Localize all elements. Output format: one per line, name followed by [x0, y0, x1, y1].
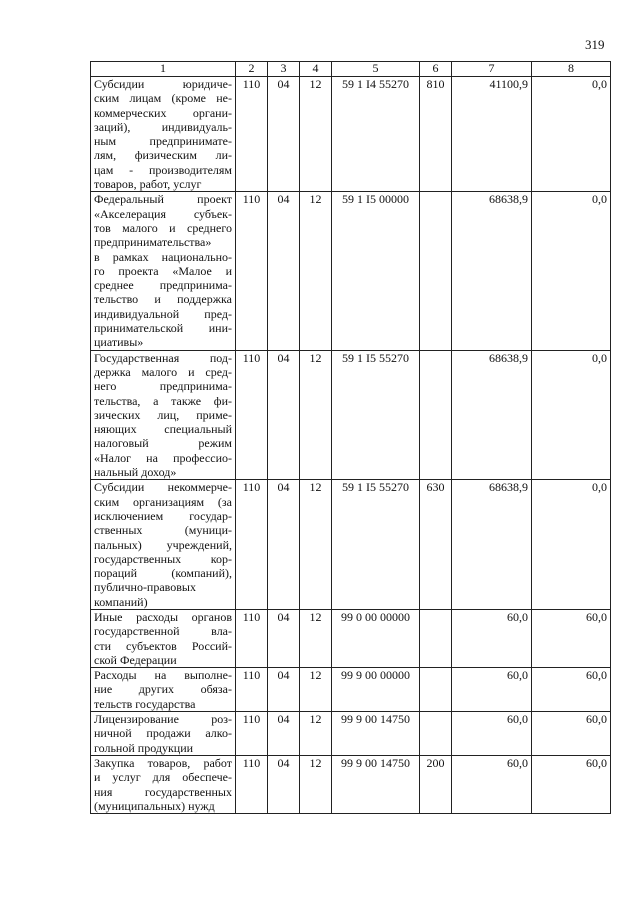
- item-name-line: лям, физическим ли-: [94, 148, 232, 163]
- column-header: 5: [332, 62, 420, 77]
- cell-expense-type: 630: [420, 480, 452, 610]
- item-name-line: Федеральный проект: [94, 192, 232, 207]
- item-name-line: него предпринима-: [94, 379, 232, 394]
- cell-amount-1: 68638,9: [452, 480, 532, 610]
- cell-section: 110: [236, 77, 268, 192]
- cell-expense-type: 810: [420, 77, 452, 192]
- item-name-line: Иные расходы органов: [94, 609, 232, 624]
- cell-amount-2: 0,0: [532, 350, 611, 480]
- item-name-line: Лицензирование роз-: [94, 712, 232, 727]
- item-name-line: коммерческих органи-: [94, 105, 232, 120]
- item-name-line: тельство и поддержка: [94, 292, 232, 307]
- cell-item-name: [91, 77, 236, 192]
- cell-amount-2: 60,0: [532, 609, 611, 667]
- item-name-line: ние других обяза-: [94, 682, 232, 697]
- item-name-line: «Акселерация субъек-: [94, 206, 232, 221]
- cell-item-name: [91, 755, 236, 813]
- cell-amount-1: 60,0: [452, 755, 532, 813]
- table-body: [91, 77, 611, 814]
- table-row: [91, 755, 611, 813]
- item-name-line: принимательской ини-: [94, 321, 232, 336]
- table-row: [91, 609, 611, 667]
- cell-target-code: 59 1 I5 55270: [332, 480, 420, 610]
- cell-item-name: [91, 668, 236, 712]
- item-name-line: тельств государства: [94, 696, 196, 711]
- cell-subsection-2: 12: [300, 77, 332, 192]
- item-name-line: тельства, а также фи-: [94, 393, 232, 408]
- cell-target-code: 59 1 I5 00000: [332, 192, 420, 350]
- cell-subsection: 04: [268, 755, 300, 813]
- cell-subsection-2: 12: [300, 609, 332, 667]
- cell-expense-type: [420, 350, 452, 480]
- item-name-line: и услуг для обеспече-: [94, 770, 232, 785]
- cell-target-code: 99 0 00 00000: [332, 609, 420, 667]
- table-row: [91, 668, 611, 712]
- item-name-line: (муниципальных) нужд: [94, 798, 215, 813]
- table-row: [91, 712, 611, 756]
- cell-amount-1: 68638,9: [452, 192, 532, 350]
- cell-amount-1: 60,0: [452, 712, 532, 756]
- cell-expense-type: [420, 192, 452, 350]
- cell-subsection: 04: [268, 480, 300, 610]
- item-name-line: ственных (муници-: [94, 523, 232, 538]
- cell-item-name: [91, 480, 236, 610]
- budget-table: [90, 61, 611, 814]
- item-name-line: ния государственных: [94, 784, 232, 799]
- item-name-line: публично-правовых: [94, 580, 196, 595]
- cell-section: 110: [236, 609, 268, 667]
- cell-subsection: 04: [268, 192, 300, 350]
- item-name-line: государственной вла-: [94, 624, 232, 639]
- item-name-line: Субсидии некоммерче-: [94, 480, 232, 495]
- cell-section: 110: [236, 480, 268, 610]
- item-name-line: ским лицам (кроме не-: [94, 91, 232, 106]
- item-name-line: в рамках национально-: [94, 249, 232, 264]
- cell-subsection-2: 12: [300, 668, 332, 712]
- cell-expense-type: [420, 668, 452, 712]
- cell-subsection: 04: [268, 712, 300, 756]
- cell-amount-1: 60,0: [452, 609, 532, 667]
- cell-subsection-2: 12: [300, 192, 332, 350]
- item-name-line: тов малого и среднего: [94, 220, 232, 235]
- column-header: 4: [300, 62, 332, 77]
- cell-expense-type: 200: [420, 755, 452, 813]
- item-name-line: Закупка товаров, работ: [94, 755, 232, 770]
- table-row: [91, 192, 611, 350]
- item-name-line: Расходы на выполне-: [94, 668, 232, 683]
- cell-section: 110: [236, 350, 268, 480]
- table-row: [91, 480, 611, 610]
- item-name-line: го проекта «Малое и: [94, 263, 232, 278]
- cell-target-code: 99 9 00 14750: [332, 712, 420, 756]
- cell-amount-1: 68638,9: [452, 350, 532, 480]
- cell-subsection-2: 12: [300, 480, 332, 610]
- item-name-line: товаров, работ, услуг: [94, 177, 202, 192]
- item-name-line: няющих специальный: [94, 422, 232, 437]
- item-name-line: исключением государ-: [94, 508, 232, 523]
- cell-amount-2: 60,0: [532, 712, 611, 756]
- cell-item-name: [91, 609, 236, 667]
- cell-item-name: [91, 350, 236, 480]
- item-name-line: зических лиц, приме-: [94, 407, 232, 422]
- item-name-line: пальных) учреждений,: [94, 537, 232, 552]
- cell-section: 110: [236, 755, 268, 813]
- item-name-line: гольной продукции: [94, 740, 194, 755]
- item-name-line: государственных кор-: [94, 551, 232, 566]
- table-row: [91, 350, 611, 480]
- table-header-row: [91, 62, 611, 77]
- cell-subsection-2: 12: [300, 350, 332, 480]
- item-name-line: индивидуальной пред-: [94, 306, 232, 321]
- cell-amount-2: 60,0: [532, 755, 611, 813]
- cell-item-name: [91, 192, 236, 350]
- column-header: 2: [236, 62, 268, 77]
- cell-subsection: 04: [268, 77, 300, 192]
- item-name-line: среднее предпринима-: [94, 278, 232, 293]
- item-name-line: ской Федерации: [94, 652, 177, 667]
- item-name-line: нальный доход»: [94, 465, 177, 480]
- cell-target-code: 59 1 I5 55270: [332, 350, 420, 480]
- cell-amount-1: 41100,9: [452, 77, 532, 192]
- item-name-line: налоговый режим: [94, 436, 232, 451]
- cell-subsection-2: 12: [300, 755, 332, 813]
- item-name-line: компаний): [94, 594, 148, 609]
- item-name-line: предпринимательства»: [94, 235, 212, 250]
- cell-target-code: 59 1 I4 55270: [332, 77, 420, 192]
- item-name-line: ным предпринимате-: [94, 134, 232, 149]
- cell-subsection: 04: [268, 609, 300, 667]
- cell-amount-1: 60,0: [452, 668, 532, 712]
- cell-section: 110: [236, 668, 268, 712]
- item-name-line: «Налог на профессио-: [94, 450, 232, 465]
- item-name-line: Государственная под-: [94, 350, 232, 365]
- item-name-line: циативы»: [94, 335, 144, 350]
- cell-target-code: 99 9 00 00000: [332, 668, 420, 712]
- cell-section: 110: [236, 192, 268, 350]
- page-number: 319: [585, 37, 605, 52]
- item-name-line: Субсидии юридиче-: [94, 77, 232, 91]
- item-name-line: заций), индивидуаль-: [94, 119, 232, 134]
- column-header: 7: [452, 62, 532, 77]
- column-header: 1: [91, 62, 236, 77]
- cell-amount-2: 0,0: [532, 192, 611, 350]
- item-name-line: цам - производителям: [94, 162, 232, 177]
- cell-target-code: 99 9 00 14750: [332, 755, 420, 813]
- cell-expense-type: [420, 712, 452, 756]
- item-name-line: держка малого и сред-: [94, 364, 232, 379]
- cell-section: 110: [236, 712, 268, 756]
- cell-amount-2: 0,0: [532, 77, 611, 192]
- column-header: 6: [420, 62, 452, 77]
- item-name-line: ничной продажи алко-: [94, 726, 232, 741]
- cell-expense-type: [420, 609, 452, 667]
- item-name-line: пораций (компаний),: [94, 566, 232, 581]
- cell-subsection: 04: [268, 350, 300, 480]
- cell-subsection-2: 12: [300, 712, 332, 756]
- item-name-line: сти субъектов Россий-: [94, 638, 232, 653]
- column-header: 3: [268, 62, 300, 77]
- column-header: 8: [532, 62, 611, 77]
- cell-amount-2: 60,0: [532, 668, 611, 712]
- cell-item-name: [91, 712, 236, 756]
- cell-subsection: 04: [268, 668, 300, 712]
- cell-amount-2: 0,0: [532, 480, 611, 610]
- item-name-line: ским организациям (за: [94, 494, 232, 509]
- table-row: [91, 77, 611, 192]
